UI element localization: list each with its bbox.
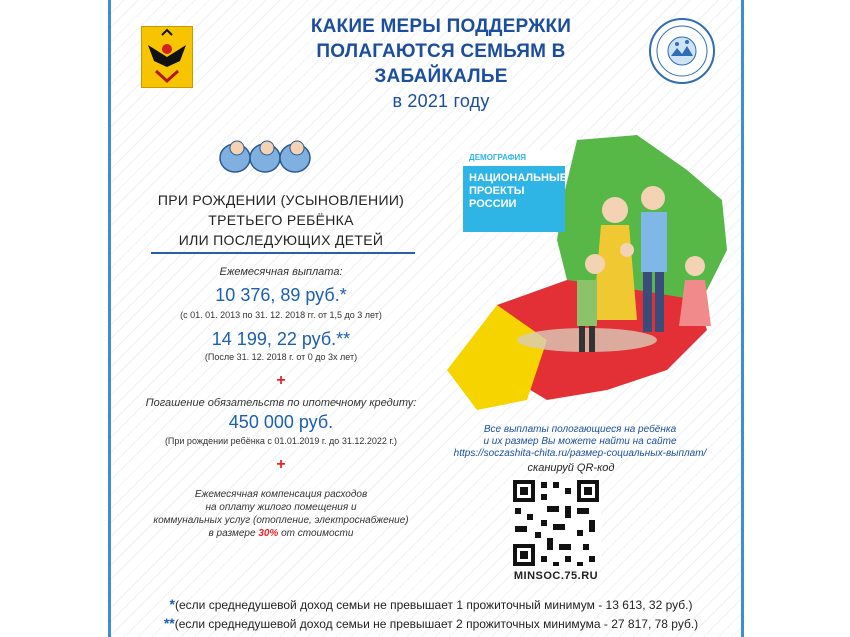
badge-line-2: ПРОЕКТЫ [469, 185, 525, 197]
plus-sign-2: + [276, 456, 286, 473]
compensation-line-2: на оплату жилого помещения и [205, 502, 357, 513]
footnote-1: *(если среднедушевой доход семьи не превышает 1 прожиточный минимум - 13 613, 32 руб.) [169, 596, 693, 612]
heading-line-3: ИЛИ ПОСЛЕДУЮЩИХ ДЕТЕЙ [178, 232, 384, 248]
badge-line-1: НАЦИОНАЛЬНЫЕ [469, 172, 568, 184]
info-block [425, 424, 735, 460]
monthly-amount-1: 10 376, 89 руб.* [215, 285, 347, 305]
ministry-logo-icon [649, 18, 715, 84]
compensation-line-3: коммунальных услуг (отопление, электроснабжение) [153, 515, 409, 526]
mortgage-note: (При рождении ребёнка с 01.01.2019 г. до 31.12.2022 г.) [164, 436, 398, 446]
national-projects-badge [463, 152, 568, 232]
percent-value: 30% [258, 528, 279, 539]
divider [151, 252, 415, 254]
badge-line-3: РОССИИ [469, 198, 517, 210]
swaddled-babies-icon [215, 134, 315, 178]
footnote-2: **(если среднедушевой доход семьи не превышает 2 прожиточных минимума - 27 817, 78 руб.) [163, 615, 699, 631]
monthly-amount-2: 14 199, 22 руб.** [211, 329, 351, 349]
info-line-1: Все выплаты пологающиеся на ребёнка [483, 424, 677, 435]
coat-of-arms-icon [141, 26, 193, 88]
info-link[interactable]: https://soczashita-chita.ru/размер-социальных-выплат/ [453, 448, 707, 459]
monthly-note-2: (После 31. 12. 2018 г. от 0 до 3х лет) [204, 352, 358, 362]
plus-sign-1: + [276, 372, 286, 389]
section-heading [131, 190, 431, 250]
heading-line-2: ТРЕТЬЕГО РЕБЁНКА [208, 212, 354, 228]
title-year: в 2021 году [392, 91, 490, 111]
mortgage-label: Погашение обязательств по ипотечному кредиту: [145, 397, 417, 409]
monthly-note-1: (с 01. 01. 2013 по 31. 12. 2018 гг. от 1,5 до 3 лет) [180, 310, 382, 320]
qr-code[interactable] [511, 478, 601, 568]
heading-line-1: ПРИ РОЖДЕНИИ (УСЫНОВЛЕНИИ) [157, 192, 405, 208]
compensation-line-4: в размере 30% от стоимости [208, 528, 354, 539]
monthly-label: Ежемесячная выплата: [219, 266, 343, 278]
compensation-block [121, 488, 441, 540]
qr-caption: сканируй QR-код [527, 462, 615, 474]
title-line-2: ПОЛАГАЮТСЯ СЕМЬЯМ В ЗАБАЙКАЛЬЕ [316, 41, 566, 87]
compensation-line-1: Ежемесячная компенсация расходов [194, 489, 368, 500]
page-title [271, 14, 611, 114]
badge-top: ДЕМОГРАФИЯ [463, 150, 565, 166]
info-line-2: и их размер Вы можете найти на сайте [483, 436, 677, 447]
poster [108, 0, 744, 637]
qr-site[interactable]: MINSOC.75.RU [513, 570, 599, 582]
mortgage-amount: 450 000 руб. [228, 412, 334, 432]
title-line-1: КАКИЕ МЕРЫ ПОДДЕРЖКИ [310, 16, 572, 37]
